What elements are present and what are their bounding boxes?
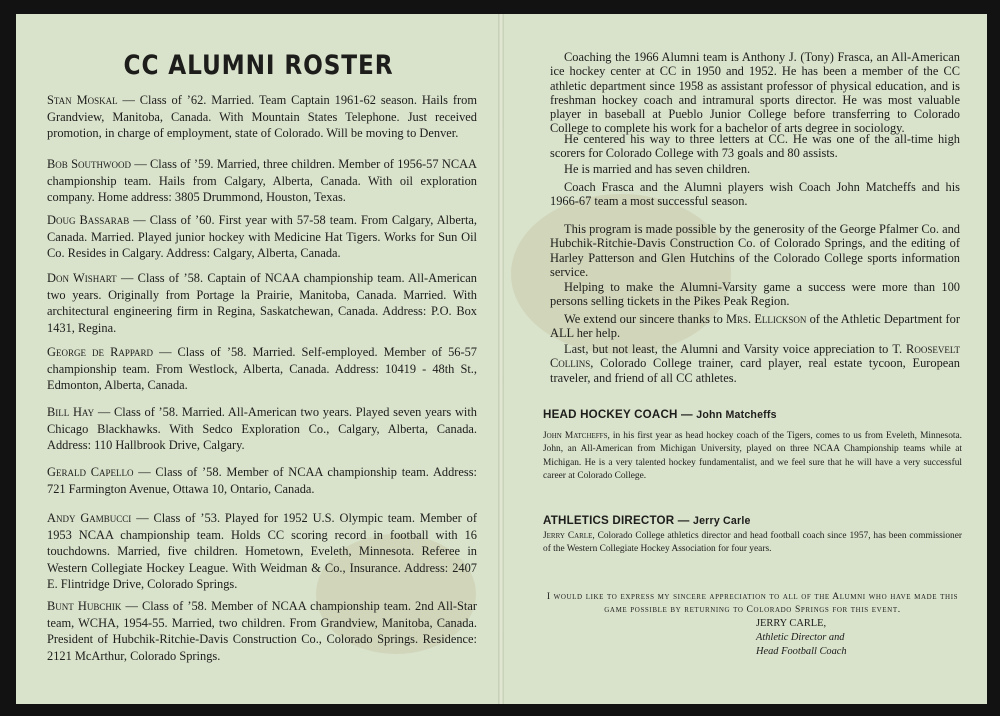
entry-text: — Class of ’58. Married. All-American two years. Played seven years with Chicago Blackhawks. With Sedco Exploration Co., Calgary, Alberta, Canada. Address: 110 Hallbrook Drive, Calgary. — [47, 405, 477, 453]
signature-block — [756, 617, 847, 659]
thanks-name: T. Roosevelt Collins — [550, 342, 960, 371]
roster-title: CC ALUMNI ROSTER — [123, 50, 394, 81]
entry-name: Andy Gambucci — [47, 511, 132, 525]
heading-label: HEAD HOCKEY COACH — — [543, 408, 697, 421]
coach-paragraph — [550, 180, 960, 209]
thanks-text: Last, but not least, the Alumni and Varsity voice appreciation to — [564, 342, 893, 356]
roster-entry — [47, 404, 477, 454]
signature-name: JERRY CARLE, — [756, 618, 827, 629]
bio-text: , Colorado College athletics director and head football coach since 1957, has been commissioner of the Western Collegiate Hockey Association for four years. — [543, 531, 962, 555]
entry-name: Doug Bassarab — [47, 213, 130, 227]
thanks-text: Helping to make the Alumni-Varsity game a success were more than 100 persons selling tickets in the Pikes Peak Region. — [550, 280, 960, 309]
coach-paragraph-text: He is married and has seven children. — [564, 162, 751, 176]
entry-text: — Class of ’58. Member of NCAA championship team. Address: 721 Farmington Avenue, Ottawa 10, Ontario, Canada. — [47, 465, 477, 496]
program-note-text: This program is made possible by the generosity of the George Pfalmer Co. and Hubchik-Ritchie-Davis Construction Co. of Colorado Springs, and the editing of Harley Patterson and Glen Hutchins of the Colorado College sports information service. — [550, 222, 960, 279]
heading-label: ATHLETICS DIRECTOR — — [543, 514, 693, 527]
roster-entry — [47, 598, 477, 664]
program-note — [550, 222, 960, 279]
coach-paragraph — [550, 132, 960, 161]
entry-text: — Class of ’58. Married. Self-employed. Member of 56-57 championship team. From Westlock, Alberta, Canada. Address: 10419 - 48th St., Edmonton, Alberta, Canada. — [47, 345, 477, 393]
roster-entry — [47, 156, 477, 206]
entry-name: Bill Hay — [47, 405, 95, 419]
thanks-name: Mrs. Ellickson — [726, 312, 807, 326]
entry-name: George de Rappard — [47, 345, 154, 359]
roster-entry — [47, 464, 477, 497]
coach-paragraph-text: Coaching the 1966 Alumni team is Anthony J. (Tony) Frasca, an All-American ice hockey center at CC in 1950 and 1952. He has been a member of the CC athletic department since 1958 as assistant professor of physical education, and is freshman hockey coach and intramural sports director. He was most valuable player in baseball at Pueblo Junior College before transferring to Colorado College to complete his work for a bachelor of arts degree in sociology. — [550, 50, 960, 136]
athletics-director-heading — [543, 514, 751, 527]
entry-text: — Class of ’59. Married, three children. Member of 1956-57 NCAA championship team. Hails from Calgary, Alberta, Canada. With oil exploration company. Home address: 3805 Drummond, Houston, Texas. — [47, 157, 477, 205]
coach-paragraph-text: He centered his way to three letters at CC. He was one of the all-time high scorers for Colorado College with 73 goals and 80 assists. — [550, 132, 960, 161]
coach-paragraph-text: Coach Frasca and the Alumni players wish Coach John Matcheffs and his 1966-67 team a most successful season. — [550, 180, 960, 209]
page-fold — [498, 14, 504, 704]
coach-paragraph — [550, 50, 960, 136]
roster-entry — [47, 270, 477, 336]
thanks-paragraph — [550, 312, 960, 341]
roster-entry — [47, 92, 477, 142]
coach-paragraph — [550, 162, 960, 176]
roster-entry — [47, 212, 477, 262]
entry-name: Bob Southwood — [47, 157, 131, 171]
entry-text: — Class of ’58. Captain of NCAA championship team. All-American two years. Originally from Portage la Prairie, Manitoba, Canada. Married. With architectural engineering firm in Regina, Saskatchewan, Canada. Address: P.O. Box 1431, Regina. — [47, 271, 477, 335]
athletics-director-bio — [543, 530, 962, 557]
heading-name: John Matcheffs — [696, 409, 777, 421]
thanks-paragraph — [550, 280, 960, 309]
entry-text: — Class of ’62. Married. Team Captain 1961-62 season. Hails from Grandview, Manitoba, Canada. With Mountain States Telephone. Just received promotion, in charge of employment, state of Colorado. Will be moving to Denver. — [47, 93, 477, 141]
entry-text: — Class of ’60. First year with 57-58 team. From Calgary, Alberta, Canada. Married. Played junior hockey with Medicine Hat Tigers. Works for Sun Oil Co. Resides in Calgary. Address: Calgary, Alberta, Canada. — [47, 213, 477, 261]
thanks-paragraph — [550, 342, 960, 385]
roster-entry — [47, 510, 477, 593]
bio-text: , in his first year as head hockey coach of the Tigers, comes to us from Eveleth, Minnesota. John, an All-American from Michigan University, played on three NCAA Championship teams while at Michigan. He is a very talented hockey fundamentalist, and we feel sure that he will have a very successful career at Colorado College. — [543, 431, 962, 481]
thanks-text: We extend our sincere thanks to — [564, 312, 726, 326]
appreciation-note: I would like to express my sincere appreciation to all of the Alumni who have made this game possible by returning to Colorado Springs for this event. — [546, 591, 959, 615]
head-coach-heading — [543, 408, 777, 421]
entry-text: — Class of ’58. Member of NCAA championship team. 2nd All-Star team, WCHA, 1954-55. Married, two children. From Grandview, Manitoba, Canada. President of Hubchik-Ritchie-Davis Construction Co., Colorado Springs. Residence: 2121 McArthur, Colorado Springs. — [47, 599, 477, 663]
thanks-text: of the Athletic Department for ALL her help. — [550, 312, 960, 341]
signature-title: Athletic Director and — [756, 632, 845, 643]
right-page — [501, 14, 987, 704]
left-page — [16, 14, 501, 704]
entry-text: — Class of ’53. Played for 1952 U.S. Olympic team. Member of 1953 NCAA championship team. Holds CC scoring record in football with 16 touchdowns. Married, five children. Hometown, Eveleth, Minnesota. Referee in Western Collegiate Hockey League. With Weidman & Co., Insurance. Address: 2407 E. Flintridge Drive, Colorado Springs. — [47, 511, 478, 592]
bio-name: John Matcheffs — [543, 431, 608, 441]
heading-name: Jerry Carle — [692, 515, 751, 527]
entry-name: Gerald Capello — [47, 465, 134, 479]
thanks-text: , Colorado College trainer, card player, real estate tycoon, European traveler, and friend of all CC athletes. — [550, 356, 960, 385]
head-coach-bio — [543, 430, 962, 483]
entry-name: Don Wishart — [47, 271, 117, 285]
bio-name: Jerry Carle — [543, 531, 593, 541]
roster-entry — [47, 344, 477, 394]
entry-name: Bunt Hubchik — [47, 599, 122, 613]
signature-title: Head Football Coach — [756, 646, 847, 657]
entry-name: Stan Moskal — [47, 93, 118, 107]
